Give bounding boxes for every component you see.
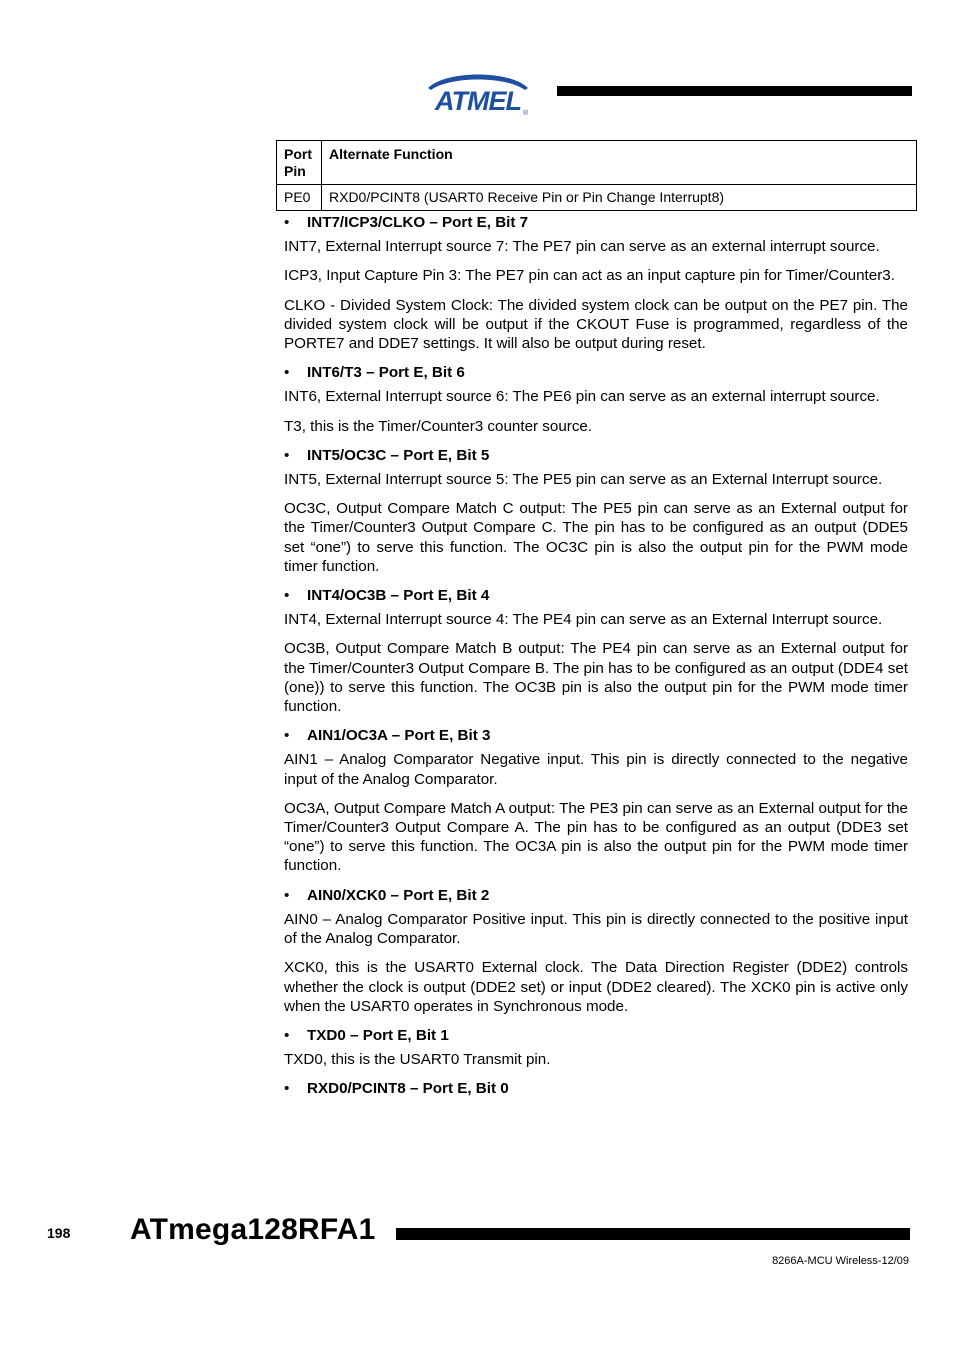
- paragraph: INT7, External Interrupt source 7: The PE7 pin can serve as an external interrupt source.: [284, 238, 880, 256]
- body-content: [284, 213, 908, 1104]
- document-title: ATmega128RFA1: [130, 1213, 376, 1246]
- alternate-function-table: [276, 140, 917, 211]
- column-header-alternate-function: Alternate Function: [322, 141, 917, 185]
- paragraph: XCK0, this is the USART0 External clock. The Data Direction Register (DDE2) controls whether the clock is output (DDE2 set) or input (DDE2 cleared). The XCK0 pin is active only when the USART0 operates in Synchronous mode.: [284, 959, 908, 1015]
- section-heading: • RXD0/PCINT8 – Port E, Bit 0: [284, 1080, 509, 1098]
- paragraph: INT5, External Interrupt source 5: The PE5 pin can serve as an External Interrupt source.: [284, 471, 883, 489]
- table-row: [277, 185, 917, 211]
- paragraph: INT4, External Interrupt source 4: The PE4 pin can serve as an External Interrupt source.: [284, 611, 883, 629]
- paragraph: AIN0 – Analog Comparator Positive input. This pin is directly connected to the positive input of the Analog Comparator.: [284, 910, 908, 948]
- paragraph: OC3C, Output Compare Match C output: The PE5 pin can serve as an External output for the Timer/Counter3 Output Compare C. The pin has to be configured as an output (DDE5 set “one”) to serve this function. The OC3C pin is also the output pin for the PWM mode timer function.: [284, 500, 908, 575]
- section-heading: • INT6/T3 – Port E, Bit 6: [284, 364, 465, 382]
- footer-rule: [396, 1228, 910, 1240]
- table-header-row: [277, 141, 917, 185]
- header-rule: [557, 86, 912, 96]
- paragraph: TXD0, this is the USART0 Transmit pin.: [284, 1051, 551, 1069]
- column-header-port-pin: Port Pin: [277, 141, 322, 185]
- registered-mark: ®: [523, 110, 529, 116]
- atmel-logo: [426, 68, 530, 116]
- section-heading: • TXD0 – Port E, Bit 1: [284, 1026, 449, 1044]
- paragraph: AIN1 – Analog Comparator Negative input. This pin is directly connected to the negative input of the Analog Comparator.: [284, 751, 908, 788]
- paragraph: OC3B, Output Compare Match B output: The PE4 pin can serve as an External output for the Timer/Counter3 Output Compare B. The pin has to be configured as an output (DDE4 set (one)) to serve this function. The OC3B pin is also the output pin for the PWM mode timer function.: [284, 640, 908, 716]
- table-cell-function: RXD0/PCINT8 (USART0 Receive Pin or Pin Change Interrupt8): [322, 185, 917, 211]
- section-heading: • INT7/ICP3/CLKO – Port E, Bit 7: [284, 214, 529, 231]
- section-heading: • AIN1/OC3A – Port E, Bit 3: [284, 727, 491, 745]
- section-heading: • INT5/OC3C – Port E, Bit 5: [284, 446, 490, 464]
- paragraph: CLKO - Divided System Clock: The divided system clock can be output on the PE7 pin. The divided system clock will be output if the CKOUT Fuse is programmed, regardless of the PORTE7 and DDE7 settings. It will also be output during reset.: [284, 296, 908, 353]
- paragraph: ICP3, Input Capture Pin 3: The PE7 pin can act as an input capture pin for Timer/Counter3.: [284, 267, 895, 285]
- section-heading: • INT4/OC3B – Port E, Bit 4: [284, 587, 490, 605]
- paragraph: INT6, External Interrupt source 6: The PE6 pin can serve as an external interrupt source.: [284, 388, 880, 406]
- paragraph: OC3A, Output Compare Match A output: The PE3 pin can serve as an External output for the Timer/Counter3 Output Compare A. The pin has to be configured as an output (DDE3 set “one”) to serve this function. The OC3A pin is also the output pin for the PWM mode timer function.: [284, 799, 908, 875]
- page-number: 198: [47, 1225, 71, 1241]
- paragraph: T3, this is the Timer/Counter3 counter source.: [284, 417, 593, 435]
- section-heading: • AIN0/XCK0 – Port E, Bit 2: [284, 886, 490, 904]
- logo-text: ATMEL: [435, 86, 521, 116]
- document-code: 8266A-MCU Wireless-12/09: [772, 1255, 909, 1267]
- table-cell-pin: PE0: [277, 185, 322, 211]
